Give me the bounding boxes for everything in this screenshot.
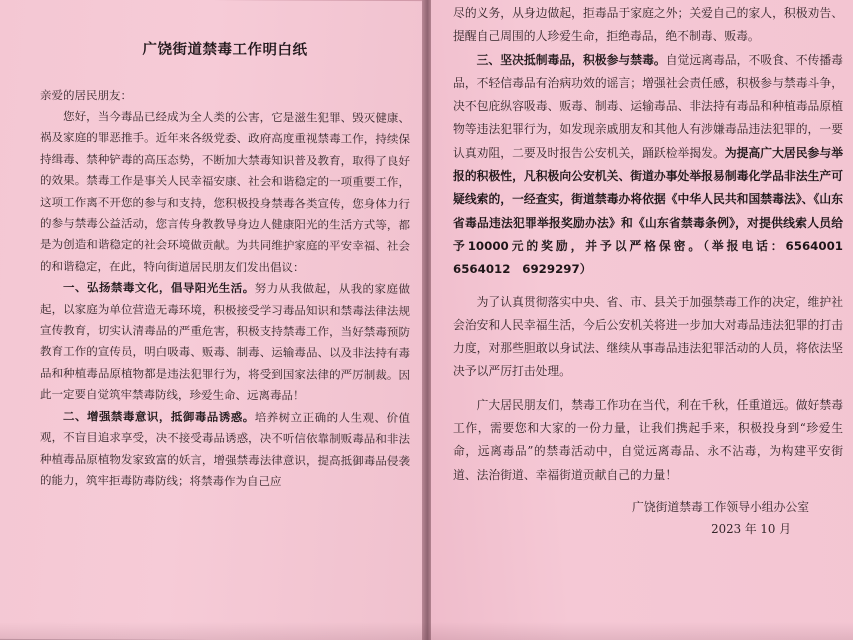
section-2-continued: 尽的义务，从身边做起，拒毒品于家庭之外；关爱自己的家人，积极劝告、提醒自己周围的人珍爱生命，拒绝毒品，绝不制毒、贩毒。 [453, 6, 843, 44]
section-2-body: 培养树立正确的人生观、价值观，不盲目追求享受，决不接受毒品诱惑，决不听信依靠制贩毒品和非法种植毒品原植物发家致富的妖言，增强禁毒法律意识，提高抵御毒品侵袭的能力，筑牢拒毒防毒防线；将禁毒作为自己应 [40, 409, 411, 489]
intro-paragraph: 您好，当今毒品已经成为全人类的公害，它是滋生犯罪、毁灭健康、祸及家庭的罪恶推手。近年来各级党委、政府高度重视禁毒工作，持续保持缉毒、禁种铲毒的高压态势，不断加大禁毒知识普及教育，取得了良好的效果。禁毒工作是事关人民幸福安康、社会和谐稳定的一项重要工作，这项工作离不开您的参与和支持，您积极投身禁毒各类宣传，您身体力行的参与禁毒公益活动，您言传身教教导身边人健康阳光的生活方式等，都是为创造和谐稳定的社会环境做贡献。为共同维护家庭的平安幸福、社会的和谐稳定，在此，特向街道居民朋友们发出倡议： [40, 109, 410, 275]
closing-paragraph-2: 广大居民朋友们，禁毒工作功在当代，利在千秋，任重道远。做好禁毒工作，需要您和大家的一份力量，让我们携起手来，积极投身到“珍爱生命，远离毒品”的禁毒活动中，自觉远离毒品、永不沾毒，为构建平安街道、法治街道、幸福街道贡献自己的力量！ [453, 397, 843, 482]
issuer-signature: 广饶街道禁毒工作领导小组办公室 [632, 499, 809, 514]
right-page [431, 0, 853, 640]
document-title: 广饶街道禁毒工作明白纸 [142, 41, 308, 59]
section-1-heading: 一、弘扬禁毒文化，倡导阳光生活。 [63, 280, 255, 296]
section-3-heading: 三、坚决抵制毒品，积极参与禁毒。 [476, 52, 666, 67]
left-page [0, 0, 424, 640]
section-2-paragraph [40, 406, 410, 494]
issue-date: 2023 年 10 月 [711, 521, 791, 536]
section-2-heading: 二、增强禁毒意识，抵御毒品诱惑。 [63, 408, 255, 424]
closing-paragraph-1: 为了认真贯彻落实中央、省、市、县关于加强禁毒工作的决定，维护社会治安和人民幸福生活，今后公安机关将进一步加大对毒品违法犯罪的打击力度，对那些胆敢以身试法、继续从事毒品违法犯罪活动的人员，将依法坚决予以严厉打击处理。 [453, 294, 843, 379]
greeting: 亲爱的居民朋友： [40, 88, 132, 103]
section-1-paragraph [40, 277, 410, 407]
reward-notice: 为提高广大居民参与举报的积极性，凡积极向公安机关、街道办事处举报易制毒化学品非法生产可疑线索的，一经查实，街道禁毒办将依据《中华人民共和国禁毒法》、《山东省毒品违法犯罪举报奖励办法》和《山东省禁毒条例》，对提供线索人员给予10000元的奖励，并予以严格保密。（举报电话：6564001 6564012 6929297） [453, 145, 843, 277]
section-3-body: 自觉远离毒品，不吸食、不传播毒品，不轻信毒品有治病功效的谣言；增强社会责任感，积极参与禁毒斗争，决不包庇纵容吸毒、贩毒、制毒、运输毒品、非法持有毒品和种植毒品原植物等违法犯罪行为，如发现亲戚朋友和其他人有涉嫌毒品违法犯罪的，一要认真劝阻，二要及时报告公安机关，踊跃检举揭发。 [453, 52, 843, 160]
section-3-paragraph [453, 49, 843, 282]
section-1-body: 努力从我做起，从我的家庭做起，以家庭为单位营造无毒环境，积极接受学习毒品知识和禁毒法律法规宣传教育，切实认清毒品的严重危害，积极支持禁毒工作，当好禁毒预防教育工作的宣传员，明白吸毒、贩毒、制毒、运输毒品、以及非法持有毒品和种植毒品原植物都是违法犯罪行为，将受到国家法律的严厉制裁。因此一定要自觉筑牢禁毒防线，珍爱生命、远离毒品！ [40, 281, 411, 403]
